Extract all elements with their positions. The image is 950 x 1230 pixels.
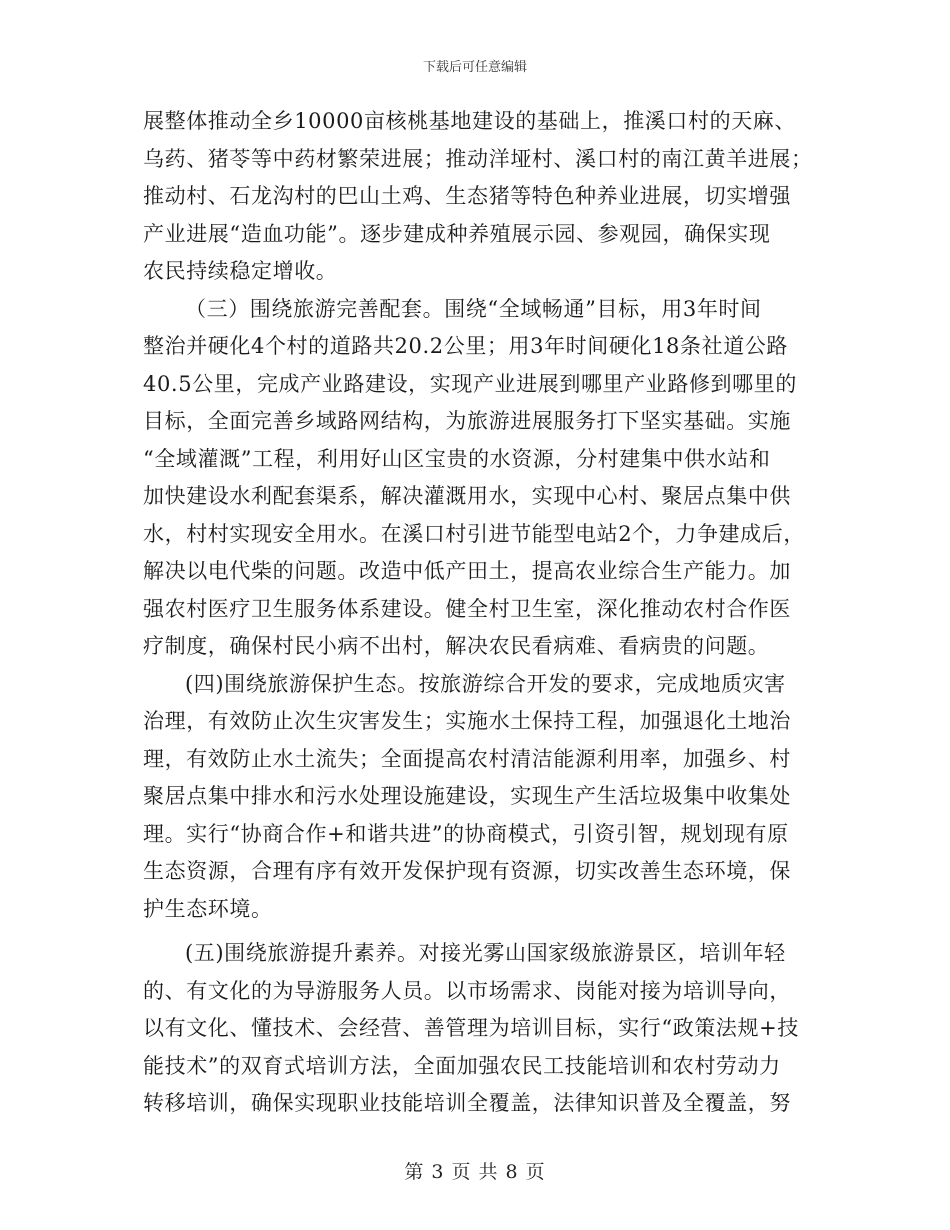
text-line: 展整体推动全乡10000亩核桃基地建设的基础上，推溪口村的天麻、 xyxy=(143,109,797,133)
text-line: 疗制度，确保村民小病不出村，解决农民看病难、看病贵的问题。 xyxy=(143,634,770,658)
text-line: 生态资源，合理有序有效开发保护现有资源，切实改善生态环境，保 xyxy=(143,859,791,883)
text-line: (四)围绕旅游保护生态。按旅游综合开发的要求，完成地质灾害 xyxy=(185,671,786,696)
text-line: 产业进展“造血功能”。逐步建成种养殖展示园、参观园，确保实现 xyxy=(143,221,771,246)
text-line: 乌药、猪苓等中药材繁荣进展；推动洋垭村、溪口村的南江黄羊进展； xyxy=(143,146,813,171)
text-line: 整治并硬化4个村的道路共20.2公里；用3年时间硬化18条社道公路 xyxy=(143,334,788,358)
text-line: （三）围绕旅游完善配套。围绕“全域畅通”目标，用3年时间 xyxy=(185,296,762,321)
text-line: 的、有文化的为导游服务人员。以市场需求、岗能对接为培训导向， xyxy=(143,978,791,1003)
text-line: 护生态环境。 xyxy=(143,896,273,921)
page-footer: 第 3 页 共 8 页 xyxy=(404,1161,546,1183)
document-body xyxy=(143,103,811,1123)
text-line: 目标，全面完善乡域路网结构，为旅游进展服务打下坚实基础。实施 xyxy=(143,409,791,433)
text-line: 理。实行“协商合作+和谐共进”的协商模式，引资引智，规划现有原 xyxy=(143,821,789,846)
text-line: 治理，有效防止次生灾害发生；实施水土保持工程，加强退化土地治 xyxy=(143,709,791,733)
text-line: (五)围绕旅游提升素养。对接光雾山国家级旅游景区，培训年轻 xyxy=(185,941,786,965)
text-line: 水，村村实现安全用水。在溪口村引进节能型电站2个，力争建成后， xyxy=(143,521,805,546)
text-line: 以有文化、懂技术、会经营、善管理为培训目标，实行“政策法规+技 xyxy=(143,1016,799,1040)
text-line: 40.5公里，完成产业路建设，实现产业进展到哪里产业路修到哪里的 xyxy=(143,371,797,396)
page-header: 下载后可任意编辑 xyxy=(422,60,527,75)
paragraph xyxy=(143,103,811,291)
text-line: 加快建设水利配套渠系，解决灌溉用水，实现中心村、聚居点集中供 xyxy=(143,484,791,508)
text-line: 转移培训，确保实现职业技能培训全覆盖，法律知识普及全覆盖，努 xyxy=(143,1091,791,1115)
text-line: 聚居点集中排水和污水处理设施建设，实现生产生活垃圾集中收集处 xyxy=(143,784,791,808)
text-line: 农民持续稳定增收。 xyxy=(143,259,338,283)
text-line: 能技术”的双育式培训方法，全面加强农民工技能培训和农村劳动力 xyxy=(143,1053,781,1078)
text-line: 推动村、石龙沟村的巴山土鸡、生态猪等特色种养业进展，切实增强 xyxy=(143,184,791,208)
text-line: 解决以电代柴的问题。改造中低产田土，提高农业综合生产能力。加 xyxy=(143,559,791,583)
paragraph xyxy=(143,291,811,666)
text-line: 理，有效防止水土流失；全面提高农村清洁能源利用率，加强乡、村 xyxy=(143,746,791,771)
paragraph xyxy=(143,666,811,929)
paragraph xyxy=(143,935,811,1123)
text-line: 强农村医疗卫生服务体系建设。健全村卫生室，深化推动农村合作医 xyxy=(143,596,791,621)
text-line: “全域灌溉”工程，利用好山区宝贵的水资源，分村建集中供水站和 xyxy=(143,446,771,471)
